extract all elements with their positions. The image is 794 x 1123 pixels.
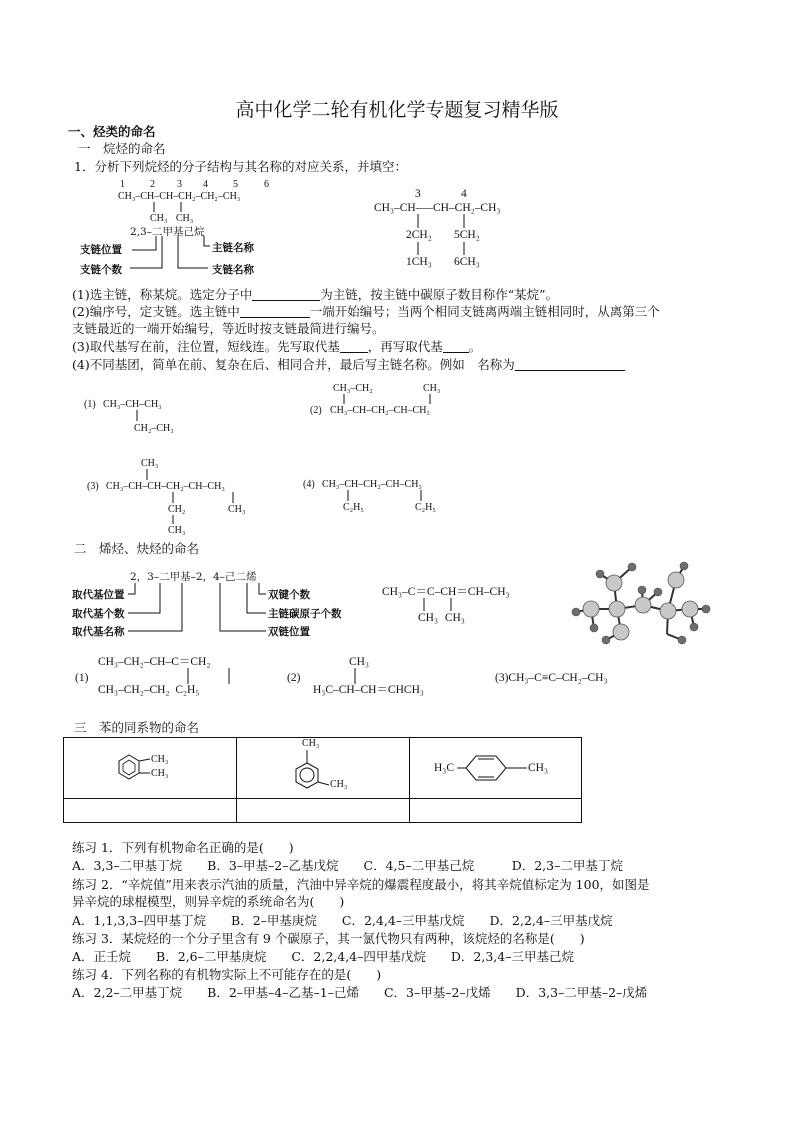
alkane-name-example: 2,3–二甲基己烷 (130, 226, 205, 238)
carbon-number-2: 2 (150, 179, 155, 190)
rule-1: (1)选主链，称某烷。选定分子中 为主链，按主链中碳原子数目称作“某烷”。 (72, 287, 559, 302)
carbon-number-5: 5 (233, 179, 238, 190)
ex2-top: CH₃–CH₂ (333, 383, 373, 394)
rule-4: (4)不同基团，简单在前、复杂在后、相同合并，最后写主链名称。例如 名称为 (72, 357, 625, 373)
carbon-atoms (583, 572, 698, 640)
page-title: 高中化学二轮有机化学专题复习精华版 (235, 99, 559, 121)
practice-3-options: A．正壬烷 B．2,6–二甲基庚烷 C．2,2,4,4–四甲基戊烷 D．2,3,4–三甲基己烷 (72, 949, 574, 964)
p-xylene-left: H₃C (434, 762, 454, 774)
label-sub-count: 取代基个数 (72, 608, 125, 620)
practice-2-question: 练习 2．“辛烷值”用来表示汽油的质量，汽油中异辛烷的爆震程度最小，将其辛烷值标定为 100，如图是 (72, 877, 650, 892)
right-main-chain: CH₃–CH–––CH–CH₂–CH₃ (374, 202, 501, 214)
right-c5: 5CH₂ (454, 229, 480, 241)
ex3-main: CH₃–CH–CH–CH₂–CH–CH₃ (106, 481, 225, 492)
isooctane-ball-and-stick-model (572, 562, 710, 644)
section-alkane-naming: 一 烷烃的命名 (78, 141, 166, 156)
section-alkene-naming: 二 烯烃、炔烃的命名 (74, 541, 200, 556)
practice-2-options: A．1,1,3,3–四甲基丁烷 B．2–甲基庚烷 C．2,4,4–三甲基戊烷 D．2,2,4–三甲基戊烷 (72, 913, 613, 928)
o-xylene-ch3-1: CH₃ (151, 754, 169, 765)
practice-2-question-cont: 异辛烷的球棍模型，则异辛烷的系统命名为( ) (72, 894, 345, 909)
carbon-number-4: 4 (203, 179, 208, 190)
benzene-ring (466, 756, 506, 780)
alkene-name-example: 2，3–二甲基–2，4–己二烯 (130, 571, 257, 583)
ex1-sub: CH₂–CH₃ (134, 423, 174, 434)
ex1-label: (1) (84, 399, 96, 410)
alkene-ex1-bot: CH₃–CH₂–CH₂ C₂H₅ (98, 684, 200, 696)
label-branch-position: 支链位置 (80, 244, 122, 256)
practice-1-question: 练习 1．下列有机物命名正确的是( ) (72, 840, 294, 855)
bond (139, 759, 150, 761)
label-branch-name: 支链名称 (212, 264, 254, 276)
alkene-ex2-top: CH₃ (349, 656, 369, 668)
right-c2: 2CH₂ (406, 229, 432, 241)
arrow-double-count (259, 583, 266, 594)
arrow-sub-count (128, 583, 160, 613)
label-main-chain-name: 主链名称 (212, 242, 254, 254)
benzene-inner-circle (300, 768, 314, 782)
o-xylene-ch3-2: CH₃ (151, 768, 169, 779)
right-number-3: 3 (415, 188, 421, 200)
rule-2-cont: 支链最近的一端开始编号，等近时按支链最简进行编号。 (72, 321, 385, 336)
right-c1: 1CH₃ (406, 256, 432, 268)
label-branch-count: 支链个数 (80, 264, 122, 276)
practice-1-options: A．3,3–二甲基丁烷 B．3–甲基–2–乙基戊烷 C．4,5–二甲基己烷 D．2,3–二甲基丁烷 (72, 858, 623, 873)
carbon-number-6: 6 (264, 179, 269, 190)
ex2-label: (2) (310, 405, 322, 416)
practice-3-question: 练习 3．某烷烃的一个分子里含有 9 个碳原子，其一氯代物只有两种，该烷烃的名称是( ) (72, 931, 585, 946)
ex2-main: CH₃–CH–CH₂–CH–CH₃ (330, 405, 430, 416)
arrow-sub-name (128, 583, 182, 631)
p-xylene-right: CH₃ (528, 762, 548, 774)
m-xylene-ch3-2: CH₃ (330, 779, 348, 790)
label-double-count: 双键个数 (268, 589, 310, 601)
label-sub-name: 取代基名称 (72, 626, 125, 638)
arrow-branch-count (130, 236, 162, 268)
arrow-main-carbon (247, 583, 266, 613)
practice-4-options: A．2,2–二甲基丁烷 B．2–甲基–4–乙基–1–己烯 C．3–甲基–2–戊烯 D．3,3–二甲基–2–戊烯 (72, 985, 648, 1000)
ex4-main: CH₃–CH–CH₂–CH–CH₃ (322, 479, 422, 490)
practice-4-question: 练习 4．下列名称的有机物实际上不可能存在的是( ) (72, 967, 382, 982)
ex2-topr: CH₃ (423, 383, 441, 394)
alkene-ex2-main: H₃C–CH–CH＝CHCH₃ (313, 684, 424, 696)
bond (318, 782, 329, 785)
alkene-ex2-label: (2) (287, 672, 301, 684)
arrow-main-name (204, 236, 210, 246)
ex3-sub1: CH₂ (168, 504, 186, 515)
alkene-ex1-top: CH₃–CH₂–CH–C＝CH₂ (98, 656, 211, 668)
alkene-structure-sub: CH₃ CH₃ (418, 612, 465, 624)
section-benzene-naming: 三 苯的同系物的命名 (74, 720, 200, 735)
section-hydrocarbon-naming: 一、烃类的命名 (68, 124, 156, 139)
question-1: 1．分析下列烷烃的分子结构与其名称的对应关系，并填空： (74, 159, 407, 174)
rule-2: (2)编序号，定支链。选主链中 一端开始编号；当两个相同支链离两端主链相同时，从离第三个 (72, 304, 660, 319)
ex4-label: (4) (303, 479, 315, 490)
label-sub-position: 取代基位置 (72, 589, 125, 601)
alkene-ex1-label: (1) (75, 672, 89, 684)
carbon-number-1: 1 (120, 179, 125, 190)
benzene-inner-ring (123, 760, 135, 775)
ex3-subr: CH₃ (228, 504, 246, 515)
benzene-ring (296, 763, 318, 788)
right-number-4: 4 (461, 188, 467, 200)
ex4-subr: C₂H₅ (415, 502, 436, 513)
m-xylene-ch3-1: CH₃ (302, 738, 320, 749)
ex3-top: CH₃ (141, 458, 159, 469)
ex1-main: CH₃–CH–CH₃ (103, 399, 162, 410)
alkane-main-chain: CH₃–CH–CH–CH₂–CH₂–CH₃ (118, 191, 241, 202)
alkene-structure-main: CH₃–C＝C–CH＝CH–CH₃ (382, 586, 510, 598)
carbon-number-3: 3 (177, 179, 182, 190)
ex3-sub2: CH₃ (168, 525, 186, 536)
arrow-sub-position (128, 583, 135, 594)
ex4-subl: C₂H₅ (343, 502, 364, 513)
alkene-ex3: (3)CH₃–C≡C–CH₂–CH₃ (495, 672, 608, 684)
ex3-label: (3) (87, 481, 99, 492)
alkane-branches: CH₃ CH₃ (150, 213, 194, 224)
rule-3: (3)取代基写在前，注位置，短线连。先写取代基 ，再写取代基 。 (72, 339, 482, 354)
label-main-carbon-count: 主链碳原子个数 (268, 608, 342, 620)
label-double-position: 双链位置 (268, 626, 310, 638)
arrow-branch-position (132, 236, 156, 250)
right-c6: 6CH₃ (454, 256, 480, 268)
